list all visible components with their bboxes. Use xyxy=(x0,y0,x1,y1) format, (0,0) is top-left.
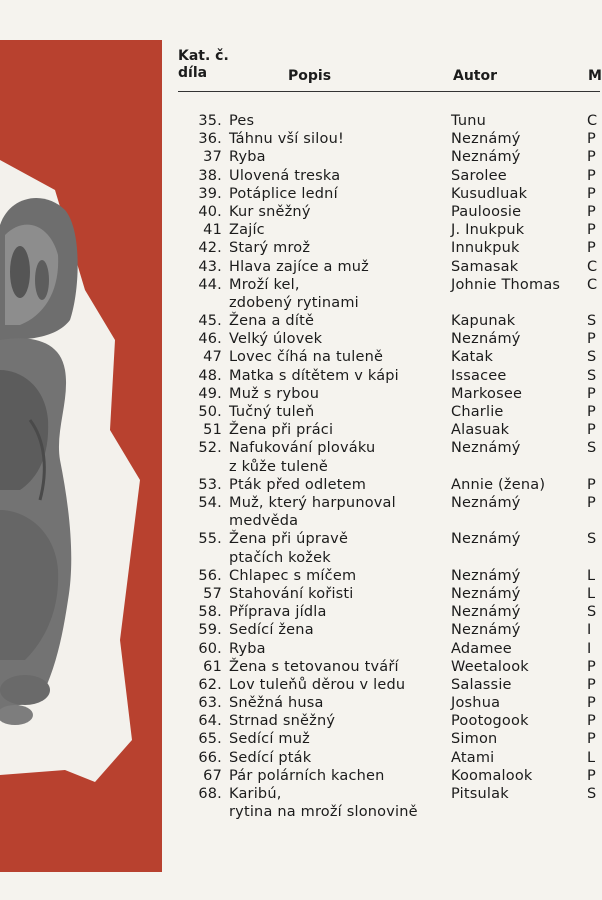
author: Kapunak xyxy=(451,313,516,330)
material: P xyxy=(587,131,596,148)
catalog-number: 68. xyxy=(198,786,222,802)
catalog-number: 64. xyxy=(198,713,222,730)
author: Simon xyxy=(451,731,498,748)
material: L xyxy=(587,567,596,584)
description: Potáplice lední xyxy=(229,185,338,202)
description: Žena při úpravě xyxy=(229,531,349,548)
author: Adamee xyxy=(451,640,512,657)
description: Karibú, xyxy=(229,786,282,802)
catalog-number: 67 xyxy=(203,767,222,784)
table-row xyxy=(178,712,600,730)
author: Johnie Thomas xyxy=(451,276,561,293)
table-row xyxy=(178,258,600,276)
description: Příprava jídla xyxy=(229,604,327,621)
catalog-number: 45. xyxy=(198,313,222,330)
author: Neznámý xyxy=(451,149,521,166)
catalog-number: 59. xyxy=(198,622,222,639)
material: S xyxy=(587,349,597,366)
description: Žena při práci xyxy=(229,422,334,439)
catalog-table xyxy=(178,48,600,848)
table-row xyxy=(178,476,600,494)
header-catalog-number xyxy=(178,48,238,82)
table-row xyxy=(178,367,600,385)
table-row xyxy=(178,621,600,639)
description: Kur sněžný xyxy=(229,203,311,220)
table-row xyxy=(178,330,600,348)
author: Neznámý xyxy=(451,331,521,348)
description: Žena s tetovanou tváří xyxy=(229,658,399,675)
table-row xyxy=(178,130,600,148)
header-catalog-line2: díla xyxy=(178,65,208,81)
table-row xyxy=(178,640,600,658)
author: Weetalook xyxy=(451,658,529,675)
catalog-number: 53. xyxy=(198,476,222,493)
description: Lovec číhá na tuleně xyxy=(229,349,384,366)
catalog-number: 60. xyxy=(198,640,222,657)
description: Tučný tuleň xyxy=(229,404,315,421)
catalog-number: 37 xyxy=(203,149,222,166)
material: P xyxy=(587,658,596,675)
material: C xyxy=(587,276,598,293)
catalog-number: 41 xyxy=(203,222,222,239)
author: Neznámý xyxy=(451,604,521,621)
author: J. Inukpuk xyxy=(451,222,525,239)
author: Neznámý xyxy=(451,585,521,602)
author: Neznámý xyxy=(451,494,521,511)
catalog-rows xyxy=(178,112,600,821)
description: Ryba xyxy=(229,149,266,166)
author: Annie (žena) xyxy=(451,476,546,493)
table-row xyxy=(178,112,600,130)
catalog-number: 42. xyxy=(198,240,222,257)
table-row xyxy=(178,203,600,221)
sculpture-photo xyxy=(0,40,162,872)
description: Starý mrož xyxy=(229,240,311,257)
description: Pes xyxy=(229,113,255,129)
catalog-number: 51 xyxy=(203,422,222,439)
author: Neznámý xyxy=(451,440,521,457)
material: P xyxy=(587,167,596,184)
author: Neznámý xyxy=(451,567,521,584)
material: P xyxy=(587,185,596,202)
author: Katak xyxy=(451,349,494,366)
description: Sedící pták xyxy=(229,749,312,766)
table-row xyxy=(178,730,600,748)
material: S xyxy=(587,313,597,330)
description: Sedící muž xyxy=(229,731,310,748)
table-row xyxy=(178,239,600,257)
description: Ulovená treska xyxy=(229,167,341,184)
material: P xyxy=(587,149,596,166)
table-row xyxy=(178,694,600,712)
catalog-number: 57 xyxy=(203,585,222,602)
description-continued: z kůže tuleně xyxy=(229,458,329,475)
material: S xyxy=(587,531,597,548)
description: Sněžná husa xyxy=(229,695,324,712)
material: L xyxy=(587,585,596,602)
author: Issacee xyxy=(451,367,507,384)
table-row xyxy=(178,312,600,330)
description: Sedící žena xyxy=(229,622,314,639)
author: Atami xyxy=(451,749,495,766)
author: Tunu xyxy=(451,113,487,129)
table-row xyxy=(178,749,600,767)
description: Stahování kořisti xyxy=(229,585,354,602)
catalog-number: 62. xyxy=(198,676,222,693)
description: Hlava zajíce a muž xyxy=(229,258,369,275)
author: Pitsulak xyxy=(451,786,509,802)
description-continued: rytina na mroží slonovině xyxy=(229,804,418,821)
table-row xyxy=(178,185,600,203)
description: Lov tuleňů děrou v ledu xyxy=(229,676,406,693)
author: Joshua xyxy=(451,695,501,712)
material: L xyxy=(587,749,596,766)
catalog-number: 35. xyxy=(198,113,222,129)
catalog-number: 61 xyxy=(203,658,222,675)
catalog-number: 52. xyxy=(198,440,222,457)
author: Samasak xyxy=(451,258,519,275)
header-author: Autor xyxy=(453,68,498,84)
catalog-number: 66. xyxy=(198,749,222,766)
material: P xyxy=(587,767,596,784)
catalog-number: 55. xyxy=(198,531,222,548)
table-row xyxy=(178,658,600,676)
material: S xyxy=(587,786,597,802)
header-material: M xyxy=(588,68,602,84)
table-row xyxy=(178,585,600,603)
material: P xyxy=(587,695,596,712)
material: P xyxy=(587,422,596,439)
author: Neznámý xyxy=(451,131,521,148)
author: Alasuak xyxy=(451,422,510,439)
header-description: Popis xyxy=(288,68,332,84)
table-row xyxy=(178,385,600,403)
table-row xyxy=(178,148,600,166)
material: P xyxy=(587,240,596,257)
description: Nafukování plováku xyxy=(229,440,376,457)
description-continued: ptačích kožek xyxy=(229,549,331,566)
author: Neznámý xyxy=(451,531,521,548)
description: Velký úlovek xyxy=(229,331,323,348)
table-row xyxy=(178,439,600,475)
catalog-number: 48. xyxy=(198,367,222,384)
table-row xyxy=(178,421,600,439)
table-row xyxy=(178,567,600,585)
author: Charlie xyxy=(451,404,504,421)
description: Pár polárních kachen xyxy=(229,767,385,784)
material: P xyxy=(587,203,596,220)
material: S xyxy=(587,367,597,384)
description: Matka s dítětem v kápi xyxy=(229,367,399,384)
material: C xyxy=(587,113,598,129)
table-row xyxy=(178,676,600,694)
material: I xyxy=(587,622,592,639)
author: Koomalook xyxy=(451,767,533,784)
material: P xyxy=(587,676,596,693)
material: I xyxy=(587,640,592,657)
catalog-number: 65. xyxy=(198,731,222,748)
material: P xyxy=(587,713,596,730)
catalog-number: 39. xyxy=(198,185,222,202)
catalog-number: 47 xyxy=(203,349,222,366)
table-row xyxy=(178,276,600,312)
description: Pták před odletem xyxy=(229,476,367,493)
material: P xyxy=(587,731,596,748)
author: Innukpuk xyxy=(451,240,520,257)
table-row xyxy=(178,167,600,185)
catalog-number: 56. xyxy=(198,567,222,584)
author: Pauloosie xyxy=(451,203,522,220)
header-divider xyxy=(178,91,600,92)
description-continued: medvěda xyxy=(229,513,299,530)
material: P xyxy=(587,222,596,239)
catalog-number: 44. xyxy=(198,276,222,293)
description: Muž s rybou xyxy=(229,385,320,402)
table-row xyxy=(178,603,600,621)
catalog-number: 54. xyxy=(198,494,222,511)
author: Neznámý xyxy=(451,622,521,639)
catalog-number: 43. xyxy=(198,258,222,275)
material: P xyxy=(587,331,596,348)
catalog-number: 38. xyxy=(198,167,222,184)
description-continued: zdobený rytinami xyxy=(229,294,359,311)
catalog-number: 63. xyxy=(198,695,222,712)
header-catalog-line1: Kat. č. xyxy=(178,48,229,64)
description: Ryba xyxy=(229,640,266,657)
description: Mroží kel, xyxy=(229,276,300,293)
material: P xyxy=(587,404,596,421)
description: Chlapec s míčem xyxy=(229,567,357,584)
author: Sarolee xyxy=(451,167,507,184)
author: Pootogook xyxy=(451,713,529,730)
table-row xyxy=(178,403,600,421)
material: S xyxy=(587,440,597,457)
author: Markosee xyxy=(451,385,523,402)
author: Salassie xyxy=(451,676,512,693)
author: Kusudluak xyxy=(451,185,528,202)
catalog-number: 36. xyxy=(198,131,222,148)
table-row xyxy=(178,785,600,821)
catalog-number: 46. xyxy=(198,331,222,348)
description: Muž, který harpunoval xyxy=(229,494,396,511)
table-row xyxy=(178,221,600,239)
material: P xyxy=(587,476,596,493)
description: Táhnu vší silou! xyxy=(229,131,344,148)
table-row xyxy=(178,530,600,566)
material: C xyxy=(587,258,598,275)
table-row xyxy=(178,767,600,785)
material: P xyxy=(587,385,596,402)
catalog-number: 40. xyxy=(198,203,222,220)
description: Zajíc xyxy=(229,222,265,239)
catalog-number: 58. xyxy=(198,604,222,621)
table-row xyxy=(178,348,600,366)
description: Strnad sněžný xyxy=(229,713,336,730)
material: P xyxy=(587,494,596,511)
sculpture-feet xyxy=(0,675,50,705)
material: S xyxy=(587,604,597,621)
table-row xyxy=(178,494,600,530)
catalog-number: 50. xyxy=(198,404,222,421)
sculpture-photo-panel xyxy=(0,40,162,872)
catalog-number: 49. xyxy=(198,385,222,402)
description: Žena a dítě xyxy=(229,313,315,330)
